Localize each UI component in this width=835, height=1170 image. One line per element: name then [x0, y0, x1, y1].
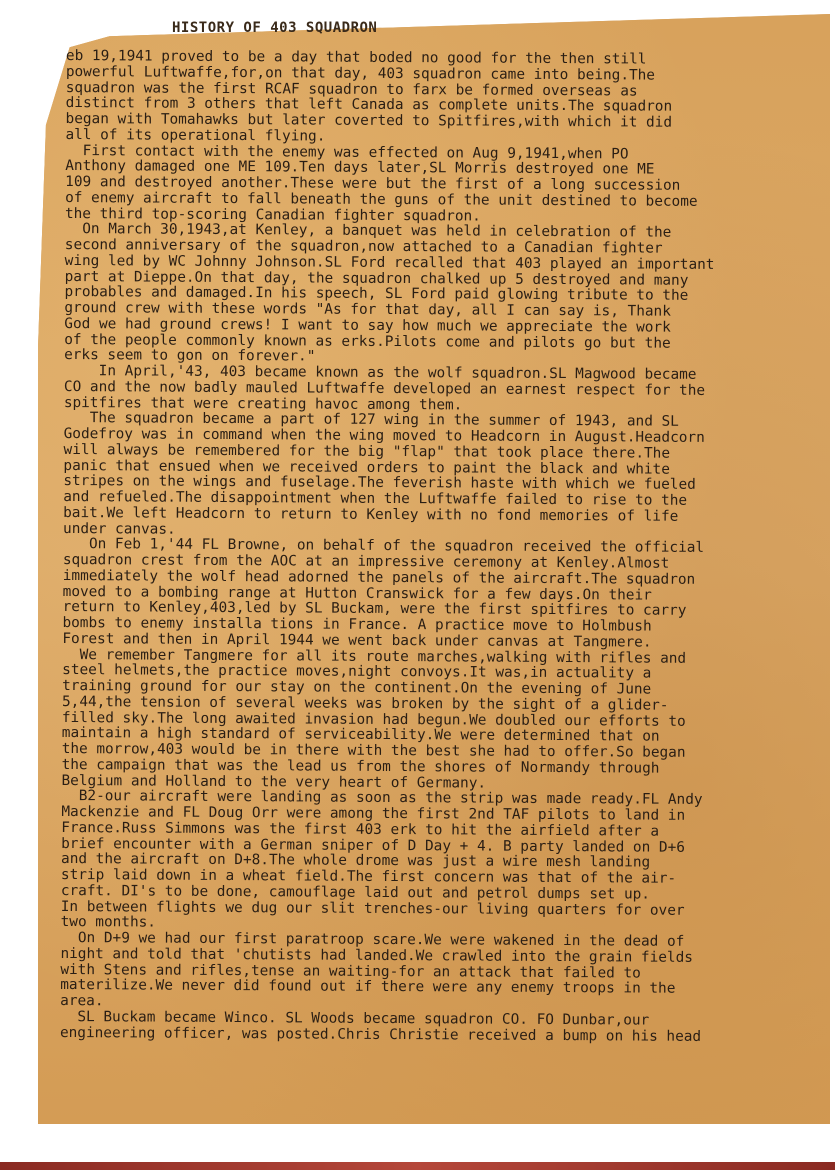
body-line: materilize.We never did found out if there were any enemy troops in the [60, 977, 676, 997]
body-line: On March 30,1943,at Kenley, a banquet was held in celebration of the [64, 221, 672, 241]
body-line: squadron crest from the AOC at an impressive ceremony at Kenley.Almost [62, 551, 670, 572]
body-line: probables and damaged.In his speech, SL Ford paid glowing tribute to the [64, 284, 689, 305]
body-line: Forest and then in April 1944 we went back under canvas at Tangmere. [62, 630, 652, 651]
body-line: the campaign that was the lead us from the shores of Normandy through [61, 756, 660, 777]
body-line: of the people commonly known as erks.Pilots come and pilots go but the [64, 331, 671, 352]
body-line: 109 and destroyed another.These were but the first of a long succession [65, 173, 681, 194]
body-line: bombs to enemy installa tions in France. A practice move to Holmbush [62, 614, 652, 635]
body-line: erks seem to gon on forever." [64, 347, 316, 365]
body-line: France.Russ Simmons was the first 403 erk to hit the airfield after a [61, 819, 660, 840]
body-line: with Stens and rifles,tense an waiting-for an attack that failed to [60, 961, 641, 982]
body-line: In between flights we dug our slit trenches-our living quarters for over [60, 898, 685, 919]
body-line: the third top-scoring Canadian fighter squadron. [64, 205, 481, 225]
body-line: stripes on the wings and fuselage.The feverish haste with which we fueled [63, 473, 696, 494]
body-line: strip laid down in a wheat field.The first concern was that of the air- [60, 866, 677, 887]
body-line: ground crew with these words "As for that day, all I can say is, Thank [64, 299, 671, 320]
body-line: 5,44,the tension of several weeks was broken by the sight of a glider- [61, 693, 669, 714]
body-line: God we had ground crews! I want to say how much we appreciate the work [64, 315, 671, 336]
body-line: area. [60, 992, 104, 1010]
body-line: wing led by WC Johnny Johnson.SL Ford recalled that 403 played an important [64, 252, 715, 273]
body-line: moved to a bombing range at Hutton Cranswick for a few days.On their [62, 583, 652, 604]
body-line: began with Tomahawks but later coverted to Spitfires,with which it did [65, 110, 673, 131]
body-line: Mackenzie and FL Doug Orr were among the first 2nd TAF pilots to land in [61, 803, 686, 824]
document-title: HISTORY OF 403 SQUADRON [172, 20, 378, 36]
body-line: We remember Tangmere for all its route marches,walking with rifles and [62, 646, 687, 667]
body-line: SL Buckam became Winco. SL Woods became squadron CO. FO Dunbar,our [60, 1008, 650, 1029]
body-line: second anniversary of the squadron,now attached to a Canadian fighter [64, 236, 663, 257]
body-line: CO and the now badly mauled Luftwaffe developed an earnest respect for the [63, 378, 706, 399]
body-line: under canvas. [63, 520, 176, 538]
body-line: distinct from 3 others that left Canada as complete units.The squadron [65, 95, 673, 115]
body-line: eb 19,1941 proved to be a day that boded no good for the then still [65, 48, 647, 68]
body-line: immediately the wolf head adorned the panels of the aircraft.The squadron [62, 567, 696, 588]
body-line: brief encounter with a German sniper of D Day + 4. B party landed on D+6 [61, 835, 685, 856]
body-line: In April,'43, 403 became known as the wolf squadron.SL Magwood became [63, 362, 697, 383]
body-line: craft. DI's to be done, camouflage laid out and petrol dumps set up. [60, 882, 651, 903]
body-line: B2-our aircraft were landing as soon as the strip was made ready.FL Andy [61, 788, 703, 809]
body-line: spitfires that were creating havoc among them. [63, 394, 463, 413]
body-line: and refueled.The disappointment when the Luftwaffe failed to rise to the [63, 488, 688, 509]
body-line: training ground for our stay on the continent.On the evening of June [62, 677, 652, 698]
body-line: On Feb 1,'44 FL Browne, on behalf of the squadron received the official [62, 536, 705, 557]
body-line: and the aircraft on D+8.The whole drome was just a wire mesh landing [61, 851, 651, 871]
body-line: Anthony damaged one ME 109.Ten days later,SL Morris destroyed one ME [65, 158, 655, 178]
body-line: The squadron became a part of 127 wing in the summer of 1943, and SL [63, 410, 679, 431]
body-line: squadron was the first RCAF squadron to farx be formed overseas as [65, 79, 638, 99]
body-line: all of its operational flying. [65, 126, 326, 145]
body-line: Godefroy was in command when the wing moved to Headcorn in August.Headcorn [63, 425, 705, 446]
body-line: engineering officer, was posted.Chris Christie received a bump on his head [59, 1024, 702, 1045]
body-line: two months. [60, 914, 157, 931]
body-line: panic that ensued when we received orders to paint the black and white [63, 457, 670, 478]
bottom-edge-strip [0, 1162, 835, 1170]
body-line: maintain a high standard of serviceability.We were determined that on [61, 725, 660, 745]
body-line: On D+9 we had our first paratroop scare.We were wakened in the dead of [60, 929, 685, 950]
body-line: steel helmets,the practice moves,night convoys.It was,in actuality a [62, 662, 652, 682]
body-line: Belgium and Holland to the very heart of Germany. [61, 772, 487, 792]
document-body [60, 49, 830, 1046]
body-line: bait.We left Headcorn to return to Kenley with no fond memories of life [63, 504, 679, 525]
body-line: the morrow,403 would be in there with the best she had to offer.So began [61, 740, 686, 761]
body-line: will always be remembered for the big "flap" that took place there.The [63, 441, 671, 462]
body-line: filled sky.The long awaited invasion had begun.We doubled our efforts to [61, 709, 686, 730]
body-line: return to Kenley,403,led by SL Buckam, were the first spitfires to carry [62, 599, 687, 620]
body-line: night and told that 'chutists had landed.We crawled into the grain fields [60, 945, 693, 966]
body-line: part at Dieppe.On that day, the squadron chalked up 5 destroyed and many [64, 268, 689, 289]
body-line: First contact with the enemy was effected on Aug 9,1941,when PO [65, 142, 629, 162]
body-line: powerful Luftwaffe,for,on that day, 403 squadron came into being.The [65, 63, 656, 84]
body-line: of enemy aircraft to fall beneath the guns of the unit destined to become [65, 189, 698, 210]
